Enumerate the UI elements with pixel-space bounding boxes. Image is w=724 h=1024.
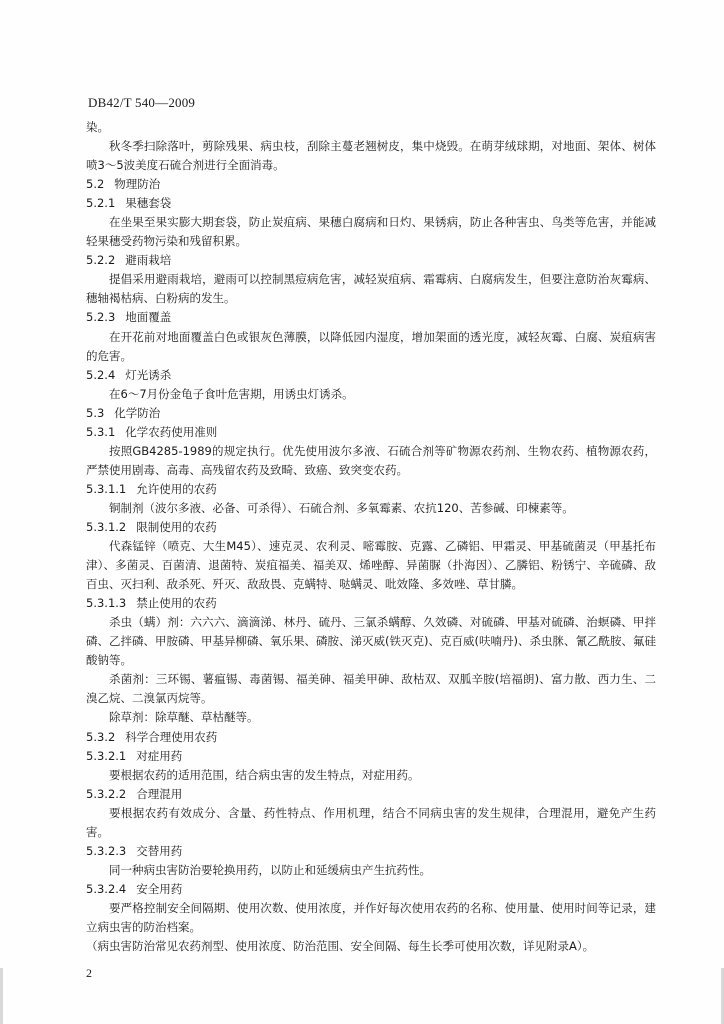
paragraph: 杀菌剂：三环锡、薯瘟锡、毒菌锡、福美砷、福美甲砷、敌枯双、双胍辛胺(培福朗)、富力散、西力生、二溴乙烷、二溴氯丙烷等。 bbox=[86, 672, 656, 706]
section-title: 化学农药使用准则 bbox=[125, 424, 218, 439]
paragraph: 除草剂：除草醚、草枯醚等。 bbox=[109, 710, 259, 725]
section-heading bbox=[86, 480, 656, 499]
section-title: 禁止使用的农药 bbox=[136, 596, 217, 611]
section-title: 避雨栽培 bbox=[125, 253, 172, 268]
paragraph: 代森锰锌（喷克、大生M45）、速克灵、农利灵、嘧霉胺、克露、乙磷铝、甲霜灵、甲基硫菌灵（甲基托布津）、多菌灵、百菌清、退菌特、炭疽福美、福美双、烯唑醇、异菌脲（扑海因）、乙膦铝、粉锈宁、辛硫磷、敌百虫、灭扫利、敌杀死、歼灭、敌敌畏、克螨特、哒螨灵、吡效隆、多效唑、草甘膦。 bbox=[86, 539, 656, 592]
section-number: 5.3.2.2 bbox=[86, 786, 127, 801]
section-number: 5.3.1 bbox=[86, 424, 116, 439]
section-title: 果穗套袋 bbox=[125, 196, 172, 211]
section-number: 5.3 bbox=[86, 405, 105, 420]
paragraph: 要严格控制安全间隔期、使用次数、使用浓度，并作好每次使用农药的名称、使用量、使用时间等记录，建立病虫害的防治档案。 bbox=[86, 900, 656, 934]
section-number: 5.3.1.2 bbox=[86, 519, 127, 534]
section-heading bbox=[86, 785, 656, 804]
section-title: 交替用药 bbox=[136, 843, 183, 858]
section-heading bbox=[86, 880, 656, 899]
section-title: 化学防治 bbox=[114, 405, 161, 420]
section-number: 5.2.2 bbox=[86, 253, 116, 268]
paragraph: 同一种病虫害防治要轮换用药，以防止和延缓病虫产生抗药性。 bbox=[109, 862, 431, 877]
section-heading bbox=[86, 842, 656, 861]
section-number: 5.3.2.1 bbox=[86, 748, 127, 763]
section-heading bbox=[86, 518, 656, 537]
section-number: 5.3.1.1 bbox=[86, 481, 127, 496]
section-title: 科学合理使用农药 bbox=[125, 729, 218, 744]
paragraph: 要根据农药有效成分、含量、药性特点、作用机理，结合不同病虫害的发生规律，合理混用，避免产生药害。 bbox=[86, 805, 656, 839]
paragraph: （病虫害防治常见农药剂型、使用浓度、防治范围、安全间隔、每生长季可使用次数，详见附录A）。 bbox=[86, 939, 595, 954]
section-heading bbox=[86, 175, 656, 194]
paragraph: 铜制剂（波尔多液、必备、可杀得）、石硫合剂、多氧霉素、农抗120、苦参碱、印楝素等。 bbox=[109, 500, 574, 515]
standard-code: DB42/T 540—2009 bbox=[88, 95, 196, 110]
paragraph: 杀虫（螨）剂：六六六、滴滴涕、林丹、硫丹、三氯杀螨醇、久效磷、对硫磷、甲基对硫磷、治螟磷、甲拌磷、乙拌磷、甲胺磷、甲基异柳磷、氧乐果、磷胺、涕灭威(铁灭克)、克百威(呋喃丹)、杀虫脒、氰乙酰胺、氟硅酸钠等。 bbox=[86, 615, 656, 668]
section-number: 5.2.3 bbox=[86, 310, 116, 325]
section-title: 地面覆盖 bbox=[125, 310, 172, 325]
section-title: 物理防治 bbox=[114, 177, 161, 192]
paragraph: 要根据农药的适用范围，结合病虫害的发生特点，对症用药。 bbox=[109, 767, 420, 782]
section-number: 5.2 bbox=[86, 177, 105, 192]
section-number: 5.2.1 bbox=[86, 196, 116, 211]
paragraph: 在6～7月份金龟子食叶危害期，用诱虫灯诱杀。 bbox=[109, 386, 354, 401]
section-title: 灯光诱杀 bbox=[125, 367, 172, 382]
paragraph: 在坐果至果实膨大期套袋，防止炭疽病、果穗白腐病和日灼、果锈病，防止各种害虫、鸟类等危害，并能减轻果穗受药物污染和残留积累。 bbox=[86, 215, 656, 249]
section-heading bbox=[86, 194, 656, 213]
section-number: 5.3.2 bbox=[86, 729, 116, 744]
paragraph: 按照GB4285-1989的规定执行。优先使用波尔多液、石硫合剂等矿物源农药剂、生物农药、植物源农药，严禁使用剧毒、高毒、高残留农药及致畸、致癌、致突变农药。 bbox=[86, 443, 656, 477]
document-body bbox=[86, 118, 656, 956]
section-heading bbox=[86, 423, 656, 442]
paragraph: 秋冬季扫除落叶，剪除残果、病虫枝，刮除主蔓老翘树皮，集中烧毁。在萌芽绒球期，对地面、架体、树体喷3～5波美度石硫合剂进行全面消毒。 bbox=[86, 139, 656, 173]
section-heading bbox=[86, 308, 656, 327]
paragraph: 提倡采用避雨栽培，避雨可以控制黑痘病危害，减轻炭疽病、霜霉病、白腐病发生，但要注意防治灰霉病、穗轴褐枯病、白粉病的发生。 bbox=[86, 272, 656, 306]
section-number: 5.3.1.3 bbox=[86, 596, 127, 611]
section-title: 安全用药 bbox=[136, 881, 183, 896]
section-title: 限制使用的农药 bbox=[136, 519, 217, 534]
section-number: 5.2.4 bbox=[86, 367, 116, 382]
section-number: 5.3.2.3 bbox=[86, 843, 127, 858]
section-title: 合理混用 bbox=[136, 786, 183, 801]
section-title: 允许使用的农药 bbox=[136, 481, 217, 496]
section-heading bbox=[86, 747, 656, 766]
paragraph: 在开花前对地面覆盖白色或银灰色薄膜，以降低园内湿度，增加架面的透光度，减轻灰霉、白腐、炭疽病害的危害。 bbox=[86, 329, 656, 363]
section-heading bbox=[86, 728, 656, 747]
section-heading bbox=[86, 404, 656, 423]
section-heading bbox=[86, 594, 656, 613]
page-number: 2 bbox=[86, 966, 92, 980]
section-title: 对症用药 bbox=[136, 748, 183, 763]
section-heading bbox=[86, 251, 656, 270]
section-heading bbox=[86, 366, 656, 385]
paragraph: 染。 bbox=[86, 120, 109, 134]
scan-edge-left bbox=[0, 968, 3, 1024]
section-number: 5.3.2.4 bbox=[86, 881, 127, 896]
